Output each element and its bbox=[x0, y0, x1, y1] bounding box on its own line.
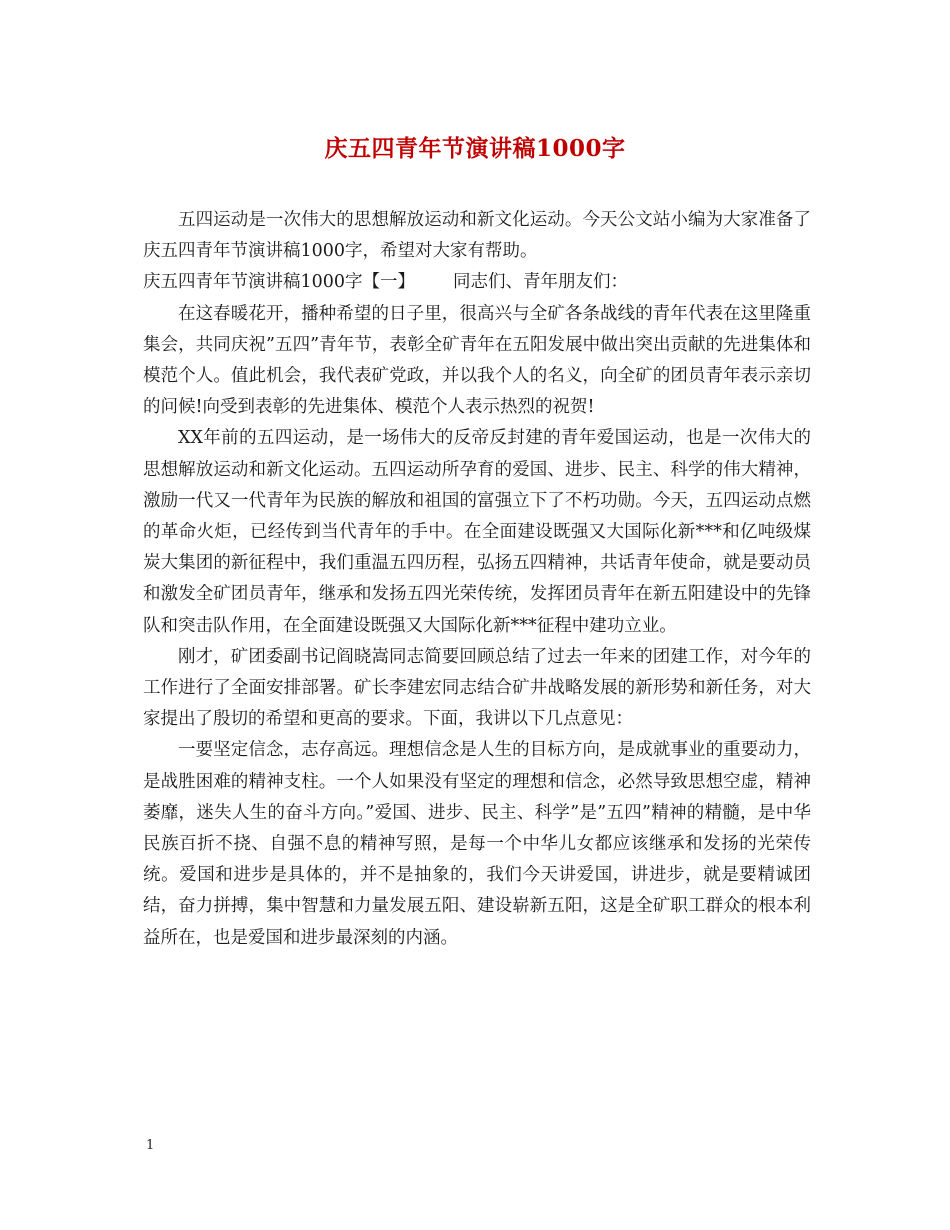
body-paragraph: 刚才，矿团委副书记阎晓嵩同志简要回顾总结了过去一年来的团建工作，对今年的工作进行了全面安排部署。矿长李建宏同志结合矿井战略发展的新形势和新任务，对大家提出了殷切的希望和更高的要求。下面，我讲以下几点意见： bbox=[143, 646, 811, 730]
page-number: 1 bbox=[146, 1138, 155, 1153]
body-paragraph: XX年前的五四运动，是一场伟大的反帝反封建的青年爱国运动，也是一次伟大的思想解放运动和新文化运动。五四运动所孕育的爱国、进步、民主、科学的伟大精神，激励一代又一代青年为民族的解放和祖国的富强立下了不朽功勋。今天，五四运动点燃的革命火炬，已经传到当代青年的手中。在全面建设既强又大国际化新***和亿吨级煤炭大集团的新征程中，我们重温五四历程，弘扬五四精神，共话青年使命，就是要动员和激发全矿团员青年，继承和发扬五四光荣传统，发挥团员青年在新五阳建设中的先锋队和突击队作用，在全面建设既强又大国际化新***征程中建功立业。 bbox=[143, 428, 811, 636]
section-heading-line bbox=[143, 267, 811, 298]
document-body bbox=[143, 205, 811, 954]
intro-paragraph: 五四运动是一次伟大的思想解放运动和新文化运动。今天公文站小编为大家准备了庆五四青年节演讲稿1000字，希望对大家有帮助。 bbox=[143, 210, 811, 262]
body-paragraph: 在这春暖花开，播种希望的日子里，很高兴与全矿各条战线的青年代表在这里隆重集会，共同庆祝”五四”青年节，表彰全矿青年在五阳发展中做出突出贡献的先进集体和模范个人。值此机会，我代表矿党政，并以我个人的名义，向全矿的团员青年表示亲切的问候!向受到表彰的先进集体、模范个人表示热烈的祝贺! bbox=[143, 303, 811, 418]
salutation: 同志们、青年朋友们： bbox=[453, 272, 629, 293]
body-paragraph: 一要坚定信念，志存高远。理想信念是人生的目标方向，是成就事业的重要动力，是战胜困难的精神支柱。一个人如果没有坚定的理想和信念，必然导致思想空虚，精神萎靡，迷失人生的奋斗方向。”爱国、进步、民主、科学”是”五四”精神的精髓，是中华民族百折不挠、自强不息的精神写照，是每一个中华儿女都应该继承和发扬的光荣传统。爱国和进步是具体的，并不是抽象的，我们今天讲爱国，讲进步，就是要精诚团结，奋力拼搏，集中智慧和力量发展五阳、建设崭新五阳，这是全矿职工群众的根本利益所在，也是爱国和进步最深刻的内涵。 bbox=[143, 740, 811, 948]
section-heading: 庆五四青年节演讲稿1000字【一】 bbox=[143, 272, 416, 293]
document-title: 庆五四青年节演讲稿1000字 bbox=[324, 135, 626, 162]
